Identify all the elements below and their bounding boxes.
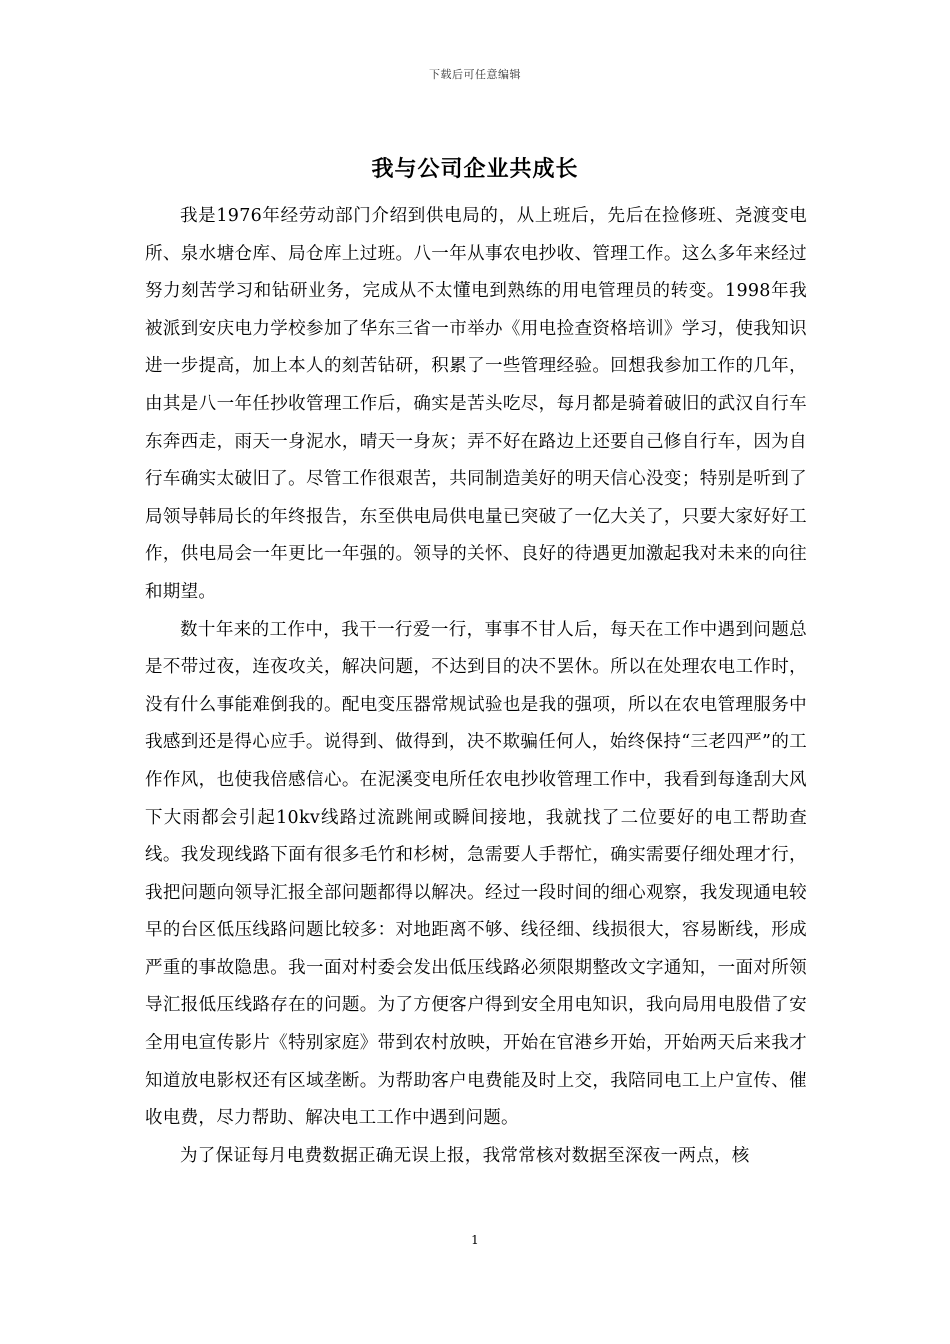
page-number: 1 (471, 1233, 479, 1247)
document-body (145, 198, 807, 1175)
page-header-note: 下载后可任意编辑 (429, 68, 521, 81)
paragraph-2: 数十年来的工作中，我干一行爱一行，事事不甘人后，每天在工作中遇到问题总是不带过夜，连夜攻关，解决问题，不达到目的决不罢休。所以在处理农电工作时，没有什么事能难倒我的。配电变压器常规试验也是我的强项，所以在农电管理服务中我感到还是得心应手。说得到、做得到，决不欺骗任何人，始终保持“三老四严”的工作作风，也使我倍感信心。在泥溪变电所任农电抄收管理工作中，我看到每逢刮大风下大雨都会引起10kv线路过流跳闸或瞬间接地，我就找了二位要好的电工帮助查线。我发现线路下面有很多毛竹和杉树，急需要人手帮忙，确实需要仔细处理才行，我把问题向领导汇报全部问题都得以解决。经过一段时间的细心观察，我发现通电较早的台区低压线路问题比较多：对地距离不够、线径细、线损很大，容易断线，形成严重的事故隐患。我一面对村委会发出低压线路必须限期整改文字通知，一面对所领导汇报低压线路存在的问题。为了方便客户得到安全用电知识，我向局用电股借了安全用电宣传影片《特别家庭》带到农村放映，开始在官港乡开始，开始两天后来我才知道放电影权还有区域垄断。为帮助客户电费能及时上交，我陪同电工上户宣传、催收电费，尽力帮助、解决电工工作中遇到问题。 (145, 619, 807, 1129)
paragraph-3: 为了保证每月电费数据正确无误上报，我常常核对数据至深夜一两点，核 (180, 1145, 750, 1166)
document-title: 我与公司企业共成长 (371, 156, 579, 182)
paragraph-1: 我是1976年经劳动部门介绍到供电局的，从上班后，先后在捡修班、尧渡变电所、泉水塘仓库、局仓库上过班。八一年从事农电抄收、管理工作。这么多年来经过努力刻苦学习和钻研业务，完成从不太懂电到熟练的用电管理员的转变。1998年我被派到安庆电力学校参加了华东三省一市举办《用电捡查资格培训》学习，使我知识进一步提高，加上本人的刻苦钻研，积累了一些管理经验。回想我参加工作的几年，由其是八一年任抄收管理工作后，确实是苦头吃尽，每月都是骑着破旧的武汉自行车东奔西走，雨天一身泥水，晴天一身灰；弄不好在路边上还要自己修自行车，因为自行车确实太破旧了。尽管工作很艰苦，共同制造美好的明天信心没变；特别是听到了局领导韩局长的年终报告，东至供电局供电量已突破了一亿大关了，只要大家好好工作，供电局会一年更比一年强的。领导的关怀、良好的待遇更加激起我对未来的向往和期望。 (145, 206, 807, 602)
